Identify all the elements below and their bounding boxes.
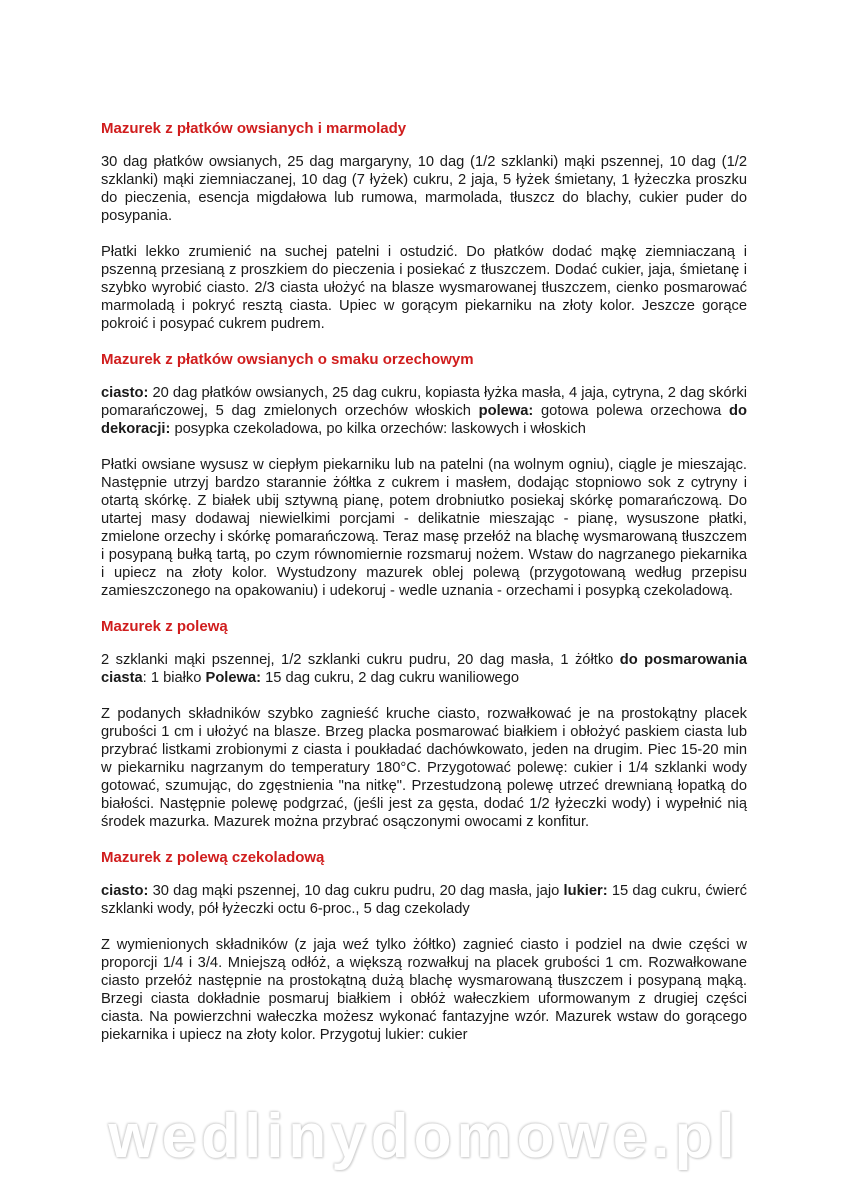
ingredient-label: Polewa: xyxy=(205,670,262,686)
ingredient-label: ciasto: xyxy=(101,385,149,401)
document-page xyxy=(101,120,747,1062)
recipe-title: Mazurek z płatków owsianych i marmolady xyxy=(101,120,407,137)
method-paragraph: Płatki lekko zrumienić na suchej patelni i ostudzić. Do płatków dodać mąkę ziemniaczaną i pszenną przesianą z proszkiem do pieczenia i posiekać z tłuszczem. Dodać cukier, jaja, śmietanę i szybko wyrobić ciasto. 2/3 ciasta ułożyć na blasze wysmarowanej tłuszczem, cienko posmarować marmoladą i pokryć resztą ciasta. Upiec w gorącym piekarniku na złoty kolor. Jeszcze gorące pokroić i posypać cukrem pudrem. xyxy=(101,244,747,332)
ingredients-paragraph xyxy=(101,384,747,438)
ingredient-label: do dekoracji: xyxy=(101,403,747,437)
ingredients-paragraph xyxy=(101,882,747,918)
ingredient-label: do posmarowania ciasta xyxy=(101,652,747,686)
ingredient-text: 15 dag cukru, ćwierć szklanki wody, pół łyżeczki octu 6-proc., 5 dag czekolady xyxy=(101,883,747,917)
ingredient-label: lukier: xyxy=(563,883,608,899)
method-paragraph: Z wymienionych składników (z jaja weź tylko żółtko) zagnieć ciasto i podziel na dwie części w proporcji 1/4 i 3/4. Mniejszą odłóż, a większą rozwałkuj na placek grubości 1 cm. Rozwałkowane ciasto przełóż następnie na prostokątną dużą blachę wysmarowaną tłuszczem i posypaną mąką. Brzegi ciasta dokładnie posmaruj białkiem i obłóż wałeczkiem uformowanym z drugiej części ciasta. Na powierzchni wałeczka możesz wykonać fantazyjne wzór. Mazurek wstaw do gorącego piekarnika i upiecz na złoty kolor. Przygotuj lukier: cukier xyxy=(101,937,747,1043)
method-paragraph: Z podanych składników szybko zagnieść kruche ciasto, rozwałkować je na prostokątny placek grubości 1 cm i ułożyć na blasze. Brzeg placka posmarować białkiem i obłożyć paskiem ciasta lub przybrać listkami zrobionymi z ciasta i poukładać dachówkowato, jeden na drugim. Piec 15-20 min w piekarniku nagrzanym do temperatury 180°C. Przygotować polewę: cukier i 1/4 szklanki wody gotować, szumując, do zgęstnienia "na nitkę". Przestudzoną polewę utrzeć drewnianą łopatką do białości. Następnie polewę podgrzać, (jeśli jest za gęsta, dodać 1/2 łyżeczki wody) i wypełnić nią środek mazurka. Mazurek można przybrać osączonymi owocami z konfitur. xyxy=(101,706,747,830)
ingredients-paragraph xyxy=(101,153,747,225)
watermark: wedlinydomowe.pl xyxy=(108,1102,740,1171)
ingredient-text: posypka czekoladowa, po kilka orzechów: laskowych i włoskich xyxy=(170,421,586,437)
recipe-section xyxy=(101,120,747,333)
ingredient-text: 30 dag płatków owsianych, 25 dag margaryny, 10 dag (1/2 szklanki) mąki pszennej, 10 dag (1/2 szklanki) mąki ziemniaczanej, 10 dag (7 łyżek) cukru, 2 jaja, 5 łyżek śmietany, 1 łyżeczka proszku do pieczenia, esencja migdałowa lub rumowa, marmolada, tłuszcz do blachy, cukier puder do posypania. xyxy=(101,154,747,224)
recipe-title: Mazurek z polewą xyxy=(101,618,228,635)
ingredients-paragraph xyxy=(101,651,747,687)
recipe-section xyxy=(101,618,747,831)
recipe-title: Mazurek z polewą czekoladową xyxy=(101,849,325,866)
ingredient-text: : 1 białko xyxy=(142,670,206,686)
recipe-section xyxy=(101,849,747,1044)
recipe-title: Mazurek z płatków owsianych o smaku orzechowym xyxy=(101,351,474,368)
ingredient-text: 20 dag płatków owsianych, 25 dag cukru, kopiasta łyżka masła, 4 jaja, cytryna, 2 dag skórki pomarańczowej, 5 dag zmielonych orzechów włoskich xyxy=(101,385,747,419)
ingredient-text: 2 szklanki mąki pszennej, 1/2 szklanki cukru pudru, 20 dag masła, 1 żółtko xyxy=(101,652,620,668)
ingredient-label: polewa: xyxy=(478,403,534,419)
method-paragraph: Płatki owsiane wysusz w ciepłym piekarniku lub na patelni (na wolnym ogniu), ciągle je mieszając. Następnie utrzyj bardzo starannie żółtka z cukrem i masłem, dodając stopniowo sok z cytryny i otartą skórkę. Z białek ubij sztywną pianę, potem drobniutko posiekaj skórkę pomarańczową. Do utartej masy dodawaj niewielkimi porcjami - delikatnie mieszając - pianę, wysuszone płatki, zmielone orzechy i skórkę pomarańczową. Teraz masę przełóż na blachę wysmarowaną tłuszczem i posypaną bułką tartą, po czym równomiernie rozsmaruj nożem. Wstaw do nagrzanego piekarnika i upiecz na złoty kolor. Wystudzony mazurek oblej polewą (przygotowaną według przepisu zamieszczonego na opakowaniu) i udekoruj - wedle uznania - orzechami i posypką czekoladową. xyxy=(101,457,747,599)
recipe-section xyxy=(101,351,747,600)
ingredient-text: 15 dag cukru, 2 dag cukru waniliowego xyxy=(261,670,520,686)
ingredient-label: ciasto: xyxy=(101,883,149,899)
ingredient-text: 30 dag mąki pszennej, 10 dag cukru pudru, 20 dag masła, jajo xyxy=(148,883,564,899)
ingredient-text: gotowa polewa orzechowa xyxy=(533,403,730,419)
